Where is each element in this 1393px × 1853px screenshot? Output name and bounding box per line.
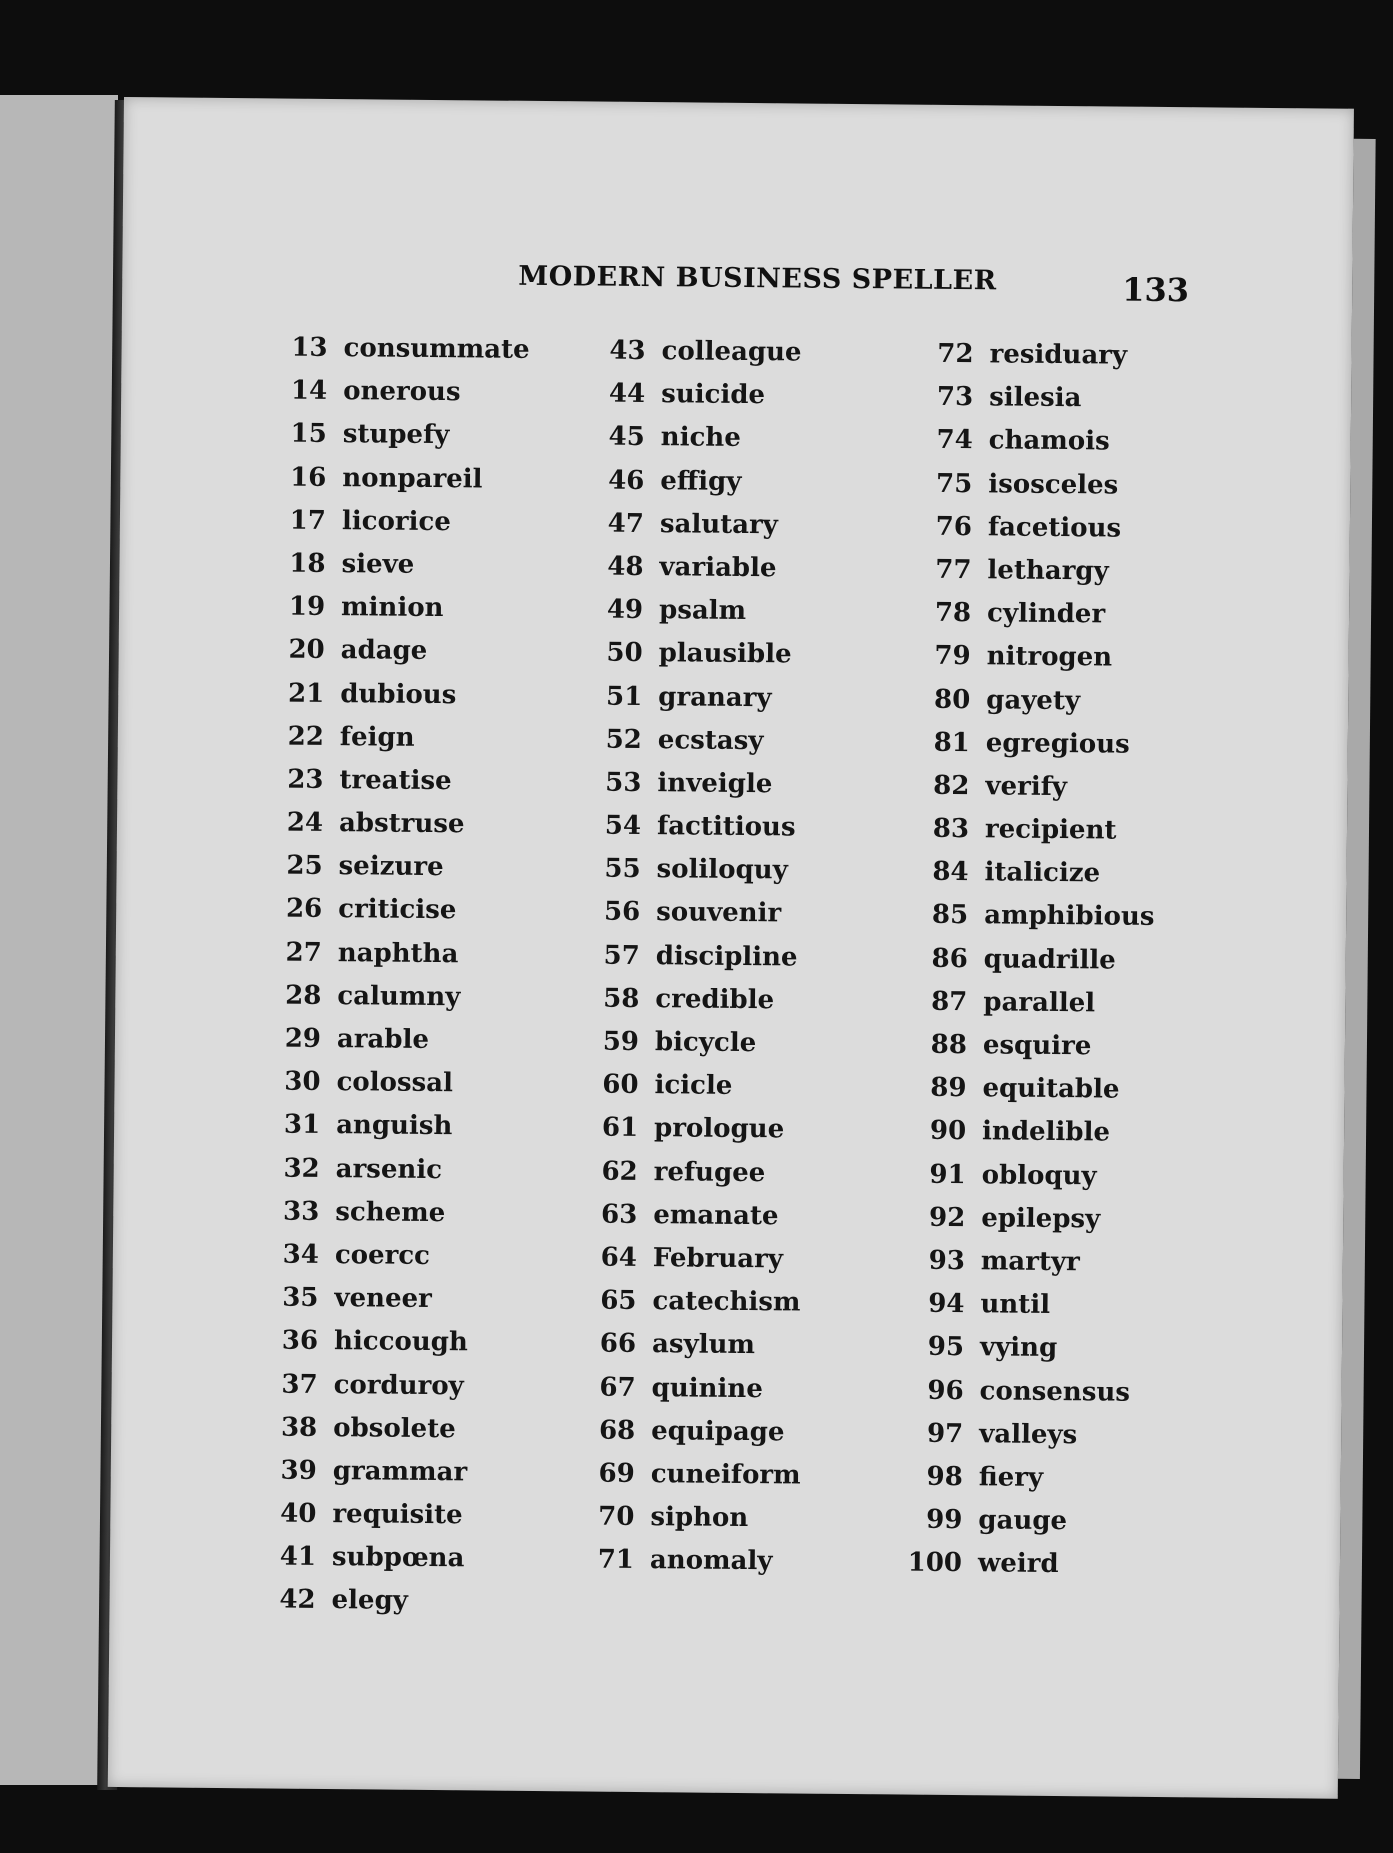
list-item xyxy=(270,456,528,502)
list-item xyxy=(259,1579,517,1625)
spelling-word: grammar xyxy=(332,1455,468,1488)
list-item xyxy=(917,333,1160,379)
list-item xyxy=(267,758,525,804)
spelling-word: discipline xyxy=(655,940,798,973)
word-number: 83 xyxy=(932,813,970,845)
spelling-word: cuneiform xyxy=(650,1458,801,1491)
spelling-word: stupefy xyxy=(342,419,450,451)
word-number: 18 xyxy=(289,548,326,579)
spelling-word: corduroy xyxy=(333,1369,464,1401)
list-item xyxy=(912,937,1155,983)
word-number: 53 xyxy=(605,767,642,798)
list-item xyxy=(260,1492,518,1538)
list-item xyxy=(915,549,1158,595)
list-item xyxy=(581,1150,803,1195)
word-number: 45 xyxy=(608,422,645,453)
word-number: 28 xyxy=(285,980,322,1011)
word-number: 87 xyxy=(931,986,968,1017)
spelling-word: lethargy xyxy=(987,555,1109,587)
spelling-word: bicycle xyxy=(654,1027,757,1059)
list-item xyxy=(579,1409,801,1454)
list-item xyxy=(260,1536,518,1582)
list-item xyxy=(261,1406,519,1452)
list-item xyxy=(909,1196,1152,1242)
list-item xyxy=(266,931,524,977)
spelling-word: catechism xyxy=(652,1286,801,1318)
list-item xyxy=(583,1020,805,1065)
word-number: 27 xyxy=(285,937,322,968)
list-item xyxy=(913,808,1156,854)
spelling-word: soliloquy xyxy=(656,854,788,886)
spelling-word: obloquy xyxy=(981,1159,1097,1191)
list-item xyxy=(588,502,810,547)
word-number: 40 xyxy=(280,1498,317,1529)
list-item xyxy=(581,1236,803,1281)
list-item xyxy=(269,542,527,588)
list-item xyxy=(912,894,1155,940)
word-number: 90 xyxy=(929,1116,967,1147)
spelling-word: asylum xyxy=(651,1329,756,1361)
word-number: 80 xyxy=(933,684,971,715)
spelling-word: siphon xyxy=(650,1502,749,1534)
list-item xyxy=(586,675,808,720)
spelling-word: elegy xyxy=(331,1585,408,1617)
word-number: 13 xyxy=(291,332,328,363)
list-item xyxy=(578,1495,800,1540)
word-number: 24 xyxy=(286,807,324,839)
list-item xyxy=(911,1024,1154,1070)
spelling-word: anguish xyxy=(335,1110,453,1142)
word-number: 41 xyxy=(279,1541,317,1573)
word-number: 76 xyxy=(935,511,973,542)
spelling-word: feign xyxy=(339,721,415,753)
list-item xyxy=(914,678,1157,724)
list-item xyxy=(909,1153,1152,1199)
spelling-word: egregious xyxy=(985,727,1130,760)
word-number: 22 xyxy=(287,721,325,752)
word-number: 21 xyxy=(287,678,325,709)
list-item xyxy=(917,376,1160,422)
word-number: 77 xyxy=(935,554,972,586)
spelling-word: parallel xyxy=(983,987,1096,1019)
word-column-1 xyxy=(259,326,529,1624)
word-number: 69 xyxy=(598,1458,635,1489)
word-number: 49 xyxy=(606,594,644,626)
spelling-word: equitable xyxy=(982,1073,1120,1105)
list-item xyxy=(266,845,524,891)
spelling-word: consummate xyxy=(343,333,530,365)
list-item xyxy=(589,373,811,418)
word-number: 29 xyxy=(284,1023,322,1054)
word-number: 81 xyxy=(933,727,970,758)
spelling-word: souvenir xyxy=(656,897,782,929)
spelling-word: epilepsy xyxy=(981,1203,1101,1235)
spelling-word: ecstasy xyxy=(657,724,764,756)
spelling-word: facetious xyxy=(987,512,1122,544)
spelling-word: dubious xyxy=(340,678,457,710)
list-item xyxy=(910,1067,1153,1113)
list-item xyxy=(584,848,806,893)
spelling-word: treatise xyxy=(339,764,452,797)
word-number: 50 xyxy=(606,637,643,669)
word-number: 58 xyxy=(603,983,640,1014)
list-item xyxy=(907,1412,1150,1458)
spelling-word: effigy xyxy=(660,465,742,497)
list-item xyxy=(265,1017,523,1063)
list-item xyxy=(270,499,528,545)
spelling-word: emanate xyxy=(653,1199,779,1232)
spelling-word: silesia xyxy=(989,382,1082,414)
list-item xyxy=(589,416,811,461)
word-number: 100 xyxy=(907,1547,963,1579)
list-item xyxy=(913,764,1156,810)
page-number: 133 xyxy=(1122,270,1190,310)
spelling-word: arsenic xyxy=(335,1153,443,1185)
word-number: 68 xyxy=(598,1415,636,1446)
spelling-word: anomaly xyxy=(649,1545,773,1577)
word-number: 91 xyxy=(929,1159,966,1190)
word-number: 38 xyxy=(280,1412,318,1443)
list-item xyxy=(262,1320,520,1366)
spelling-word: obsolete xyxy=(333,1412,456,1444)
list-item xyxy=(588,459,810,504)
list-item xyxy=(261,1363,519,1409)
spelling-word: salutary xyxy=(659,508,779,541)
list-item xyxy=(917,419,1160,465)
spelling-word: gauge xyxy=(978,1505,1068,1537)
spelling-word: residuary xyxy=(989,339,1128,371)
word-number: 88 xyxy=(930,1029,968,1061)
word-number: 86 xyxy=(931,943,968,974)
word-number: 78 xyxy=(934,597,972,629)
word-number: 30 xyxy=(284,1066,321,1098)
word-column-2 xyxy=(578,329,812,1584)
word-number: 36 xyxy=(281,1325,319,1357)
word-column-3 xyxy=(906,333,1160,1588)
word-number: 72 xyxy=(937,338,974,370)
list-item xyxy=(262,1277,520,1323)
list-item xyxy=(586,632,808,677)
spelling-word: until xyxy=(980,1289,1051,1321)
word-number: 23 xyxy=(287,764,324,795)
list-item xyxy=(907,1455,1150,1501)
word-number: 34 xyxy=(282,1239,320,1270)
spelling-word: licorice xyxy=(341,505,451,537)
word-number: 98 xyxy=(926,1461,963,1492)
list-item xyxy=(910,1110,1153,1156)
spelling-word: gayety xyxy=(986,684,1081,716)
list-item xyxy=(578,1539,800,1584)
spelling-word: suicide xyxy=(661,379,766,411)
spelling-word: minion xyxy=(340,592,444,624)
word-number: 67 xyxy=(599,1372,636,1403)
word-number: 99 xyxy=(926,1504,963,1536)
list-item xyxy=(579,1452,801,1497)
spelling-word: seizure xyxy=(338,851,444,883)
spelling-word: coercc xyxy=(334,1240,431,1271)
list-item xyxy=(268,629,526,675)
word-number: 25 xyxy=(286,850,323,882)
word-number: 32 xyxy=(283,1153,320,1184)
spelling-word: nitrogen xyxy=(986,641,1113,673)
list-item xyxy=(587,589,809,634)
spelling-word: onerous xyxy=(343,376,461,408)
spelling-word: chamois xyxy=(988,425,1110,457)
list-item xyxy=(582,1107,804,1152)
word-number: 85 xyxy=(931,900,969,931)
list-item xyxy=(916,505,1159,551)
word-number: 19 xyxy=(288,591,326,623)
spelling-word: inveigle xyxy=(657,768,773,800)
word-number: 35 xyxy=(282,1282,319,1314)
spelling-word: prologue xyxy=(653,1113,785,1145)
list-item xyxy=(265,974,523,1020)
spelling-word: subpœna xyxy=(331,1542,465,1574)
spelling-word: February xyxy=(652,1243,784,1275)
word-number: 59 xyxy=(602,1026,640,1057)
spelling-word: quinine xyxy=(651,1372,763,1404)
spelling-word: criticise xyxy=(338,894,457,926)
word-number: 82 xyxy=(933,770,970,802)
list-item xyxy=(271,413,529,459)
word-number: 54 xyxy=(604,810,642,842)
word-number: 47 xyxy=(607,508,645,539)
list-item xyxy=(911,980,1154,1026)
word-number: 17 xyxy=(289,505,327,536)
word-number: 60 xyxy=(602,1069,639,1101)
word-number: 31 xyxy=(283,1109,321,1141)
word-number: 74 xyxy=(936,425,973,456)
list-item xyxy=(268,715,526,761)
list-item xyxy=(580,1280,802,1325)
word-number: 51 xyxy=(605,681,643,712)
word-number: 56 xyxy=(603,897,641,928)
word-number: 14 xyxy=(290,375,328,407)
list-item xyxy=(586,718,808,763)
list-item xyxy=(266,888,524,934)
word-number: 84 xyxy=(932,857,969,888)
spelling-word: icicle xyxy=(654,1070,733,1102)
word-number: 92 xyxy=(928,1202,966,1233)
word-number: 97 xyxy=(926,1418,964,1449)
list-item xyxy=(583,977,805,1022)
list-item xyxy=(264,1147,522,1193)
list-item xyxy=(581,1193,803,1238)
list-item xyxy=(915,592,1158,638)
list-item xyxy=(579,1366,801,1411)
list-item xyxy=(584,934,806,979)
spelling-word: fiery xyxy=(978,1462,1044,1493)
word-number: 96 xyxy=(927,1375,964,1406)
list-item xyxy=(268,672,526,718)
spelling-word: quadrille xyxy=(983,943,1116,976)
list-item xyxy=(916,462,1159,508)
spelling-word: psalm xyxy=(658,595,747,627)
word-number: 63 xyxy=(600,1199,638,1230)
spelling-word: niche xyxy=(660,422,741,454)
word-number: 95 xyxy=(927,1332,965,1363)
spelling-word: naphtha xyxy=(337,937,459,969)
spelling-word: credible xyxy=(655,983,775,1016)
spelling-word: abstruse xyxy=(338,808,465,840)
spelling-word: factitious xyxy=(656,811,796,843)
word-number: 15 xyxy=(290,418,327,450)
word-number: 44 xyxy=(608,378,646,410)
spelling-word: amphibious xyxy=(984,900,1155,933)
list-item xyxy=(585,761,807,806)
spelling-word: plausible xyxy=(658,638,792,670)
list-item xyxy=(263,1190,521,1236)
spelling-word: nonpareil xyxy=(342,462,483,495)
running-head: MODERN BUSINESS SPELLER xyxy=(518,260,997,297)
spelling-word: hiccough xyxy=(333,1326,468,1358)
list-item xyxy=(582,1064,804,1109)
list-item xyxy=(906,1499,1149,1545)
spelling-word: esquire xyxy=(982,1030,1092,1062)
spelling-word: variable xyxy=(659,552,777,584)
list-item xyxy=(907,1369,1150,1415)
word-number: 75 xyxy=(935,468,973,499)
list-item xyxy=(909,1240,1152,1286)
word-number: 46 xyxy=(608,465,645,496)
spelling-word: verify xyxy=(985,771,1068,802)
list-item xyxy=(264,1061,522,1107)
list-item xyxy=(585,805,807,850)
word-number: 42 xyxy=(279,1584,316,1616)
word-number: 73 xyxy=(936,382,974,413)
list-item xyxy=(914,721,1157,767)
word-number: 39 xyxy=(280,1455,317,1486)
spelling-word: valleys xyxy=(979,1418,1078,1450)
page-edge-shadow xyxy=(1338,139,1376,1779)
spelling-word: martyr xyxy=(980,1246,1080,1278)
word-number: 26 xyxy=(285,894,323,925)
spelling-word: veneer xyxy=(334,1283,432,1315)
book-page xyxy=(108,97,1354,1799)
spelling-word: colossal xyxy=(336,1067,454,1099)
word-number: 48 xyxy=(607,551,644,582)
list-item xyxy=(589,329,811,374)
word-number: 94 xyxy=(928,1288,965,1320)
list-item xyxy=(264,1104,522,1150)
spelling-word: indelible xyxy=(981,1116,1111,1148)
spelling-word: recipient xyxy=(984,814,1117,846)
spelling-word: sieve xyxy=(341,549,415,580)
word-number: 52 xyxy=(605,724,642,755)
word-number: 79 xyxy=(934,641,971,672)
word-number: 71 xyxy=(597,1544,635,1576)
list-item xyxy=(271,326,529,372)
word-number: 37 xyxy=(281,1369,318,1400)
spelling-word: isosceles xyxy=(988,468,1119,501)
list-item xyxy=(271,370,529,416)
list-item xyxy=(908,1283,1151,1329)
list-item xyxy=(269,586,527,632)
list-item xyxy=(914,635,1157,681)
word-number: 43 xyxy=(609,335,646,367)
list-item xyxy=(263,1233,521,1279)
spelling-word: refugee xyxy=(653,1156,766,1188)
spelling-word: equipage xyxy=(651,1415,785,1448)
word-number: 64 xyxy=(600,1242,638,1273)
spelling-word: cylinder xyxy=(986,598,1106,630)
list-item xyxy=(267,801,525,847)
word-number: 62 xyxy=(601,1156,638,1187)
spelling-word: requisite xyxy=(332,1499,463,1531)
list-item xyxy=(584,891,806,936)
word-number: 16 xyxy=(290,462,327,493)
spelling-word: arable xyxy=(336,1024,430,1055)
spelling-word: adage xyxy=(340,635,428,667)
word-number: 61 xyxy=(601,1113,639,1144)
spelling-word: calumny xyxy=(337,980,461,1013)
spelling-word: scheme xyxy=(335,1196,446,1228)
word-number: 70 xyxy=(598,1501,635,1533)
word-number: 89 xyxy=(930,1072,967,1104)
list-item xyxy=(908,1326,1151,1372)
list-item xyxy=(261,1449,519,1495)
word-number: 65 xyxy=(600,1285,637,1317)
spelling-word: colleague xyxy=(661,336,802,368)
word-number: 55 xyxy=(604,853,641,885)
word-number: 33 xyxy=(282,1196,320,1227)
word-number: 66 xyxy=(599,1328,637,1360)
spelling-word: consensus xyxy=(979,1375,1131,1408)
spelling-word: italicize xyxy=(984,857,1101,889)
list-item xyxy=(587,545,809,590)
word-number: 57 xyxy=(603,940,640,971)
list-item xyxy=(580,1323,802,1368)
spelling-word: granary xyxy=(658,681,772,713)
word-number: 20 xyxy=(288,634,325,666)
list-item xyxy=(912,851,1155,897)
word-number: 93 xyxy=(928,1245,966,1277)
spelling-word: vying xyxy=(979,1332,1058,1364)
spelling-word: weird xyxy=(977,1548,1059,1580)
list-item xyxy=(906,1542,1149,1588)
